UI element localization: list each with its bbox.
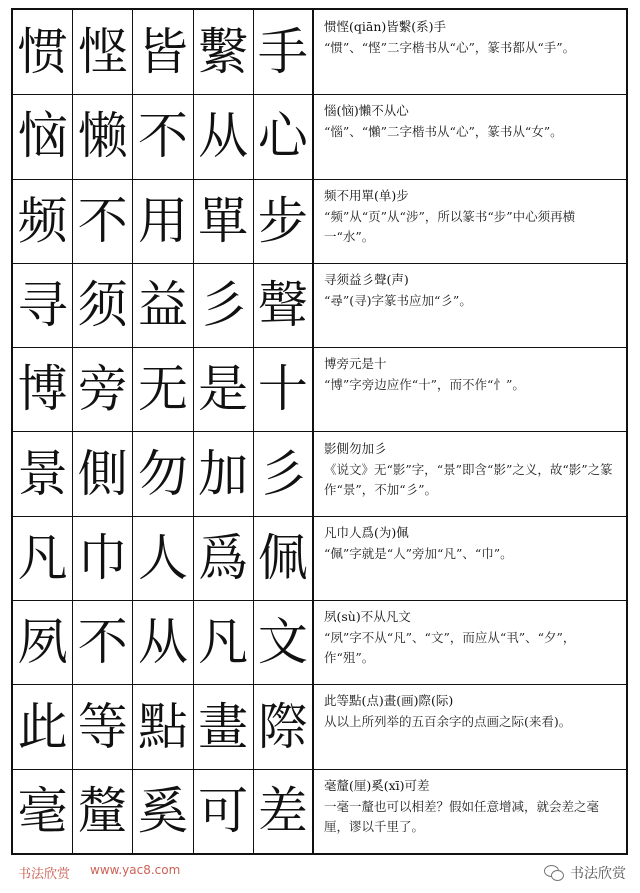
verse-line: 毫釐(厘)奚(xī)可差 xyxy=(324,777,430,793)
table-row xyxy=(13,263,626,348)
explanation xyxy=(314,600,626,684)
wechat-icon xyxy=(544,865,564,881)
table-row xyxy=(13,684,626,769)
explanation xyxy=(314,432,626,516)
table-row xyxy=(13,179,626,264)
seal-character: 側 xyxy=(73,432,133,516)
seal-character: 點 xyxy=(133,684,193,768)
seal-character: 佩 xyxy=(254,516,314,600)
explanation-text: “佩”字就是“人”旁加“凡”、“巾”。 xyxy=(324,545,513,561)
seal-script-characters xyxy=(13,347,314,431)
seal-character: 爲 xyxy=(194,516,254,600)
seal-character: 心 xyxy=(254,94,314,178)
explanation-text: “惱”、“懶”二字楷书从“心”，篆书从“女”。 xyxy=(324,124,563,140)
seal-character: 勿 xyxy=(133,432,193,516)
content-table xyxy=(11,8,628,855)
seal-character: 凡 xyxy=(194,600,254,684)
explanation xyxy=(314,10,626,94)
seal-character: 奚 xyxy=(133,769,193,853)
seal-script-characters xyxy=(13,10,314,94)
seal-character: 十 xyxy=(254,347,314,431)
verse-line: 此等點(点)畫(画)際(际) xyxy=(324,693,454,709)
seal-character: 用 xyxy=(133,179,193,263)
verse-line: 惯悭(qiān)皆繫(系)手 xyxy=(324,19,447,34)
seal-character: 差 xyxy=(254,769,314,853)
seal-character: 懒 xyxy=(73,94,133,178)
explanation-text: “惯”、“悭”二字楷书从“心”，篆书都从“手”。 xyxy=(324,40,576,55)
seal-character: 等 xyxy=(73,684,133,768)
seal-character: 景 xyxy=(13,432,73,516)
verse-line: 凡巾人爲(为)佩 xyxy=(324,524,409,540)
seal-character: 无 xyxy=(133,347,193,431)
explanation xyxy=(314,684,626,768)
seal-character: 寻 xyxy=(13,263,73,347)
seal-script-characters xyxy=(13,769,314,853)
seal-character: 凡 xyxy=(13,516,73,600)
explanation-text: “尋”(寻)字篆书应加“彡”。 xyxy=(324,292,472,308)
seal-character: 釐 xyxy=(73,769,133,853)
explanation xyxy=(314,516,626,600)
seal-character: 益 xyxy=(133,263,193,347)
explanation xyxy=(314,347,626,431)
seal-character: 博 xyxy=(13,347,73,431)
seal-character: 惯 xyxy=(13,10,73,94)
seal-character: 须 xyxy=(73,263,133,347)
watermark-left: 书法欣赏 xyxy=(18,867,71,882)
table-row xyxy=(13,432,626,517)
seal-script-characters xyxy=(13,684,314,768)
seal-character: 加 xyxy=(194,432,254,516)
explanation-text: 《说文》无“影”字，“景”即含“影”之义，故“影”之篆作“景”，不加“彡”。 xyxy=(324,461,613,497)
table-row xyxy=(13,600,626,685)
verse-line: 博旁元是十 xyxy=(324,356,387,372)
explanation-text: 从以上所列举的五百余字的点画之际(来看)。 xyxy=(324,714,572,730)
seal-script-characters xyxy=(13,516,314,600)
seal-character: 步 xyxy=(254,179,314,263)
seal-character: 不 xyxy=(73,179,133,263)
explanation-text: “夙”字不从“凡”、“文”，而应从“丮”、“夕”，作“殂”。 xyxy=(324,630,576,666)
seal-character: 恼 xyxy=(13,94,73,178)
seal-character: 文 xyxy=(254,600,314,684)
table-row xyxy=(13,347,626,432)
seal-character: 聲 xyxy=(254,263,314,347)
seal-character: 彡 xyxy=(194,263,254,347)
verse-line: 寻须益彡聲(声) xyxy=(324,271,409,287)
verse-line: 夙(sù)不从凡文 xyxy=(324,609,411,625)
seal-character: 手 xyxy=(254,10,314,94)
seal-character: 夙 xyxy=(13,600,73,684)
seal-character: 人 xyxy=(133,516,193,600)
seal-character: 皆 xyxy=(133,10,193,94)
table-row xyxy=(13,516,626,601)
seal-character: 不 xyxy=(73,600,133,684)
table-row xyxy=(13,10,626,95)
seal-character: 彡 xyxy=(254,432,314,516)
explanation xyxy=(314,94,626,178)
seal-character: 不 xyxy=(133,94,193,178)
verse-line: 惱(恼)懶不从心 xyxy=(324,103,409,119)
seal-character: 可 xyxy=(194,769,254,853)
explanation-text: “博”字旁边应作“十”，而不作“忄”。 xyxy=(324,377,525,393)
footer-watermarks xyxy=(0,855,640,893)
seal-character: 際 xyxy=(254,684,314,768)
seal-character: 从 xyxy=(194,94,254,178)
verse-line: 影側勿加彡 xyxy=(324,440,387,456)
seal-script-characters xyxy=(13,263,314,347)
seal-script-characters xyxy=(13,432,314,516)
seal-character: 是 xyxy=(194,347,254,431)
seal-character: 旁 xyxy=(73,347,133,431)
seal-character: 繫 xyxy=(194,10,254,94)
seal-character: 频 xyxy=(13,179,73,263)
seal-character: 畫 xyxy=(194,684,254,768)
explanation-text: 一毫一釐也可以相差？假如任意增减，就会差之毫厘，谬以千里了。 xyxy=(324,798,600,834)
seal-script-characters xyxy=(13,600,314,684)
seal-character: 單 xyxy=(194,179,254,263)
seal-script-characters xyxy=(13,94,314,178)
seal-character: 毫 xyxy=(13,769,73,853)
seal-character: 悭 xyxy=(73,10,133,94)
watermark-right-group xyxy=(544,863,626,883)
table-row xyxy=(13,94,626,179)
table-row xyxy=(13,769,626,853)
seal-character: 巾 xyxy=(73,516,133,600)
verse-line: 频不用單(单)步 xyxy=(324,187,409,203)
seal-script-characters xyxy=(13,179,314,263)
seal-character: 此 xyxy=(13,684,73,768)
watermark-right: 书法欣赏 xyxy=(570,866,626,882)
seal-character: 从 xyxy=(133,600,193,684)
explanation xyxy=(314,769,626,853)
watermark-url: www.yac8.com xyxy=(90,863,181,877)
explanation-text: “频”从“页”从“涉”，所以篆书“步”中心须再横一“水”。 xyxy=(324,208,576,244)
explanation xyxy=(314,179,626,263)
explanation xyxy=(314,263,626,347)
